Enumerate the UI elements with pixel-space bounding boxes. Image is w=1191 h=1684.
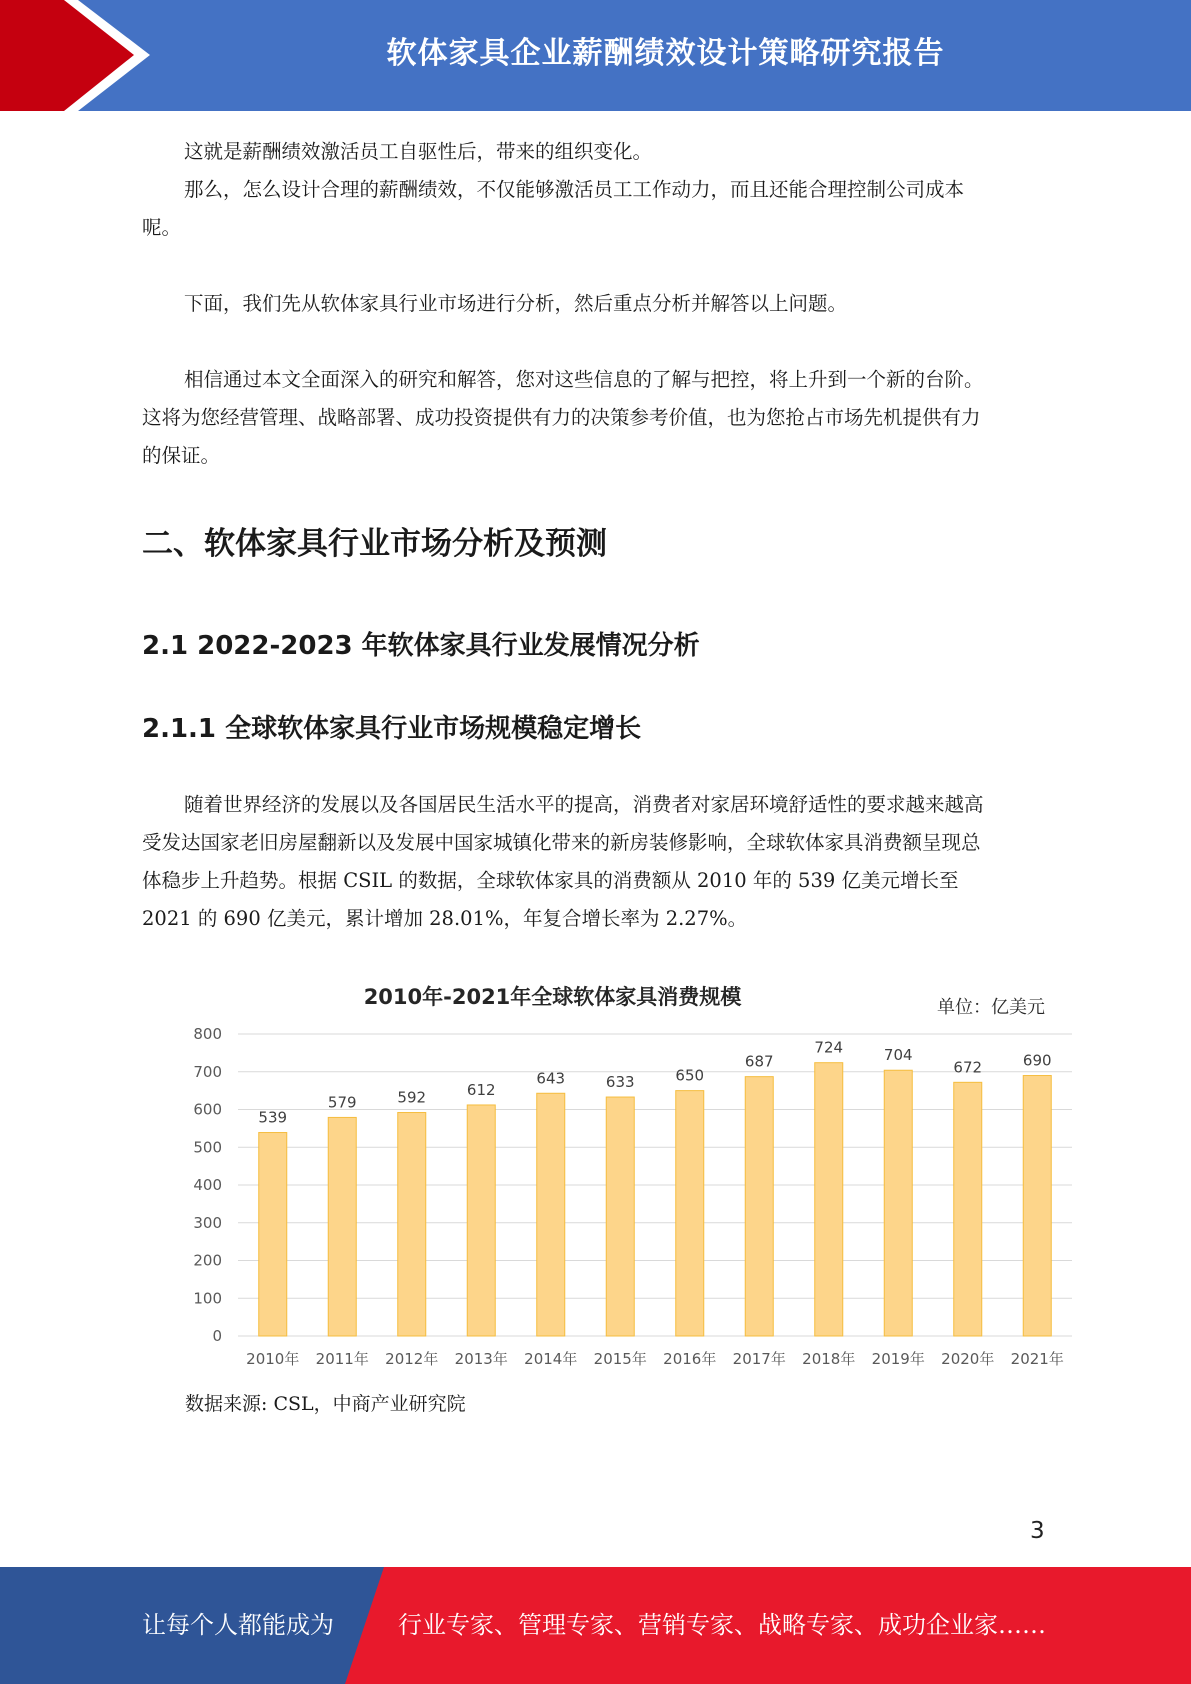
chart-y-tick-label: 400 [193, 1176, 222, 1194]
chart-bar [259, 1133, 287, 1336]
footer-roles: 行业专家、管理专家、营销专家、战略专家、成功企业家…… [398, 1611, 1046, 1639]
chart-canvas [170, 968, 1090, 1376]
chart-data-label: 579 [327, 1093, 357, 1112]
chart-bar [815, 1063, 843, 1336]
chart-y-tick-label: 200 [193, 1251, 222, 1270]
chart-x-tick-label: 2020年 [941, 1350, 995, 1368]
chart-bar [467, 1105, 495, 1336]
chart-data-labels [258, 1039, 1051, 1127]
paragraph-line: 相信通过本文全面深入的研究和解答，您对这些信息的了解与把控，将上升到一个新的台阶。 [184, 368, 984, 391]
chart-y-ticks [193, 1025, 222, 1345]
page-footer [0, 1567, 1191, 1684]
chart-y-tick-label: 600 [193, 1100, 222, 1119]
data-source-note: 数据来源: CSL，中商产业研究院 [185, 1393, 466, 1415]
chart-data-label: 672 [953, 1058, 983, 1077]
chart-y-tick-label: 800 [193, 1025, 222, 1043]
chart-bar [328, 1117, 356, 1336]
chart-y-tick-label: 0 [212, 1327, 222, 1345]
page-number: 3 [1030, 1518, 1045, 1544]
section-heading: 二、软体家具行业市场分析及预测 [142, 526, 607, 562]
paragraph-line: 这将为您经营管理、战略部署、成功投资提供有力的决策参考价值，也为您抢占市场先机提供有力 [142, 406, 981, 429]
chart-data-label: 592 [397, 1088, 427, 1107]
subsubsection-heading: 2.1.1 全球软体家具行业市场规模稳定增长 [142, 714, 642, 744]
chart-x-tick-label: 2014年 [524, 1350, 578, 1368]
chart-data-label: 612 [466, 1080, 496, 1099]
paragraph-line: 的保证。 [142, 444, 221, 467]
chart-x-tick-label: 2012年 [385, 1350, 439, 1368]
chart-title: 2010年-2021年全球软体家具消费规模 [363, 985, 742, 1009]
chart-bar [606, 1097, 634, 1336]
chart-bar [537, 1093, 565, 1336]
chart-x-ticks [246, 1350, 1064, 1368]
chart-y-tick-label: 300 [193, 1213, 222, 1232]
chart-bar [676, 1091, 704, 1336]
chart-unit-label: 单位：亿美元 [937, 997, 1045, 1018]
chart-x-tick-label: 2011年 [315, 1350, 369, 1368]
paragraph-line: 这就是薪酬绩效激活员工自驱性后，带来的组织变化。 [184, 140, 653, 163]
chart-bar [398, 1113, 426, 1336]
chart-data-label: 643 [536, 1069, 566, 1088]
chart-x-tick-label: 2021年 [1010, 1350, 1064, 1368]
chart-y-tick-label: 100 [193, 1289, 222, 1308]
paragraph-line: 体稳步上升趋势。根据 CSIL 的数据，全球软体家具的消费额从 2010 年的 539 亿美元增长至 [142, 869, 959, 892]
chart-gridlines [238, 1034, 1072, 1336]
chart-y-tick-label: 500 [193, 1138, 222, 1157]
chart-y-tick-label: 700 [193, 1062, 222, 1081]
page-header [0, 0, 1191, 111]
paragraph-4 [142, 361, 1052, 475]
chart-data-label: 724 [814, 1038, 844, 1057]
paragraph-1 [142, 133, 1052, 171]
paragraph-line: 那么，怎么设计合理的薪酬绩效，不仅能够激活员工工作动力，而且还能合理控制公司成本 [184, 178, 965, 201]
chart-bar [884, 1070, 912, 1336]
chart-x-tick-label: 2015年 [593, 1350, 647, 1368]
paragraph-3 [142, 285, 1052, 323]
chart-data-label: 704 [883, 1046, 913, 1065]
subsection-heading: 2.1 2022-2023 年软体家具行业发展情况分析 [142, 631, 700, 661]
paragraph-5 [142, 786, 1052, 938]
chart-data-label: 539 [258, 1108, 288, 1127]
consumption-bar-chart [170, 968, 1090, 1376]
chart-x-tick-label: 2010年 [246, 1350, 300, 1368]
chart-data-label: 633 [605, 1073, 635, 1092]
paragraph-line: 2021 的 690 亿美元，累计增加 28.01%，年复合增长率为 2.27%。 [142, 907, 748, 930]
chart-bars [259, 1063, 1052, 1336]
report-title: 软体家具企业薪酬绩效设计策略研究报告 [386, 36, 945, 71]
paragraph-line: 呢。 [142, 216, 182, 239]
paragraph-line: 下面，我们先从软体家具行业市场进行分析，然后重点分析并解答以上问题。 [184, 292, 848, 315]
chart-x-tick-label: 2013年 [454, 1350, 508, 1368]
chart-x-tick-label: 2018年 [802, 1350, 856, 1368]
chart-bar [745, 1077, 773, 1336]
chart-data-label: 687 [744, 1052, 774, 1071]
chart-x-tick-label: 2017年 [732, 1350, 786, 1368]
chart-bar [1023, 1076, 1051, 1336]
chart-x-tick-label: 2019年 [871, 1350, 925, 1368]
chart-bar [954, 1082, 982, 1336]
chart-data-label: 650 [675, 1066, 705, 1085]
paragraph-2 [142, 171, 1052, 247]
paragraph-line: 受发达国家老旧房屋翻新以及发展中国家城镇化带来的新房装修影响，全球软体家具消费额呈现总 [142, 831, 981, 854]
chart-x-tick-label: 2016年 [663, 1350, 717, 1368]
chart-data-label: 690 [1022, 1051, 1052, 1070]
paragraph-line: 随着世界经济的发展以及各国居民生活水平的提高，消费者对家居环境舒适性的要求越来越高 [184, 793, 984, 816]
footer-slogan: 让每个人都能成为 [142, 1611, 334, 1639]
